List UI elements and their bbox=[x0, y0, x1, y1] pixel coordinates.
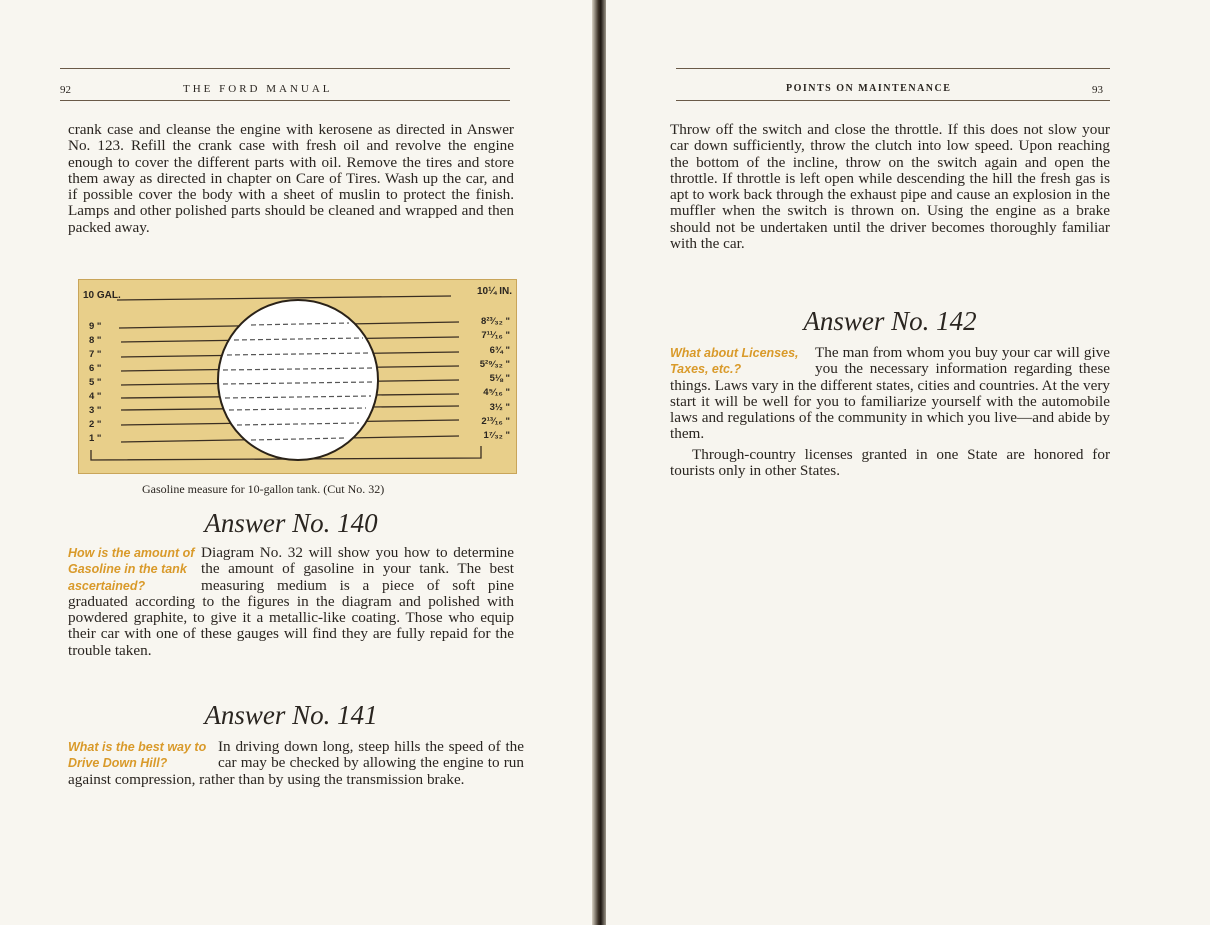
inch-label: 3½ " bbox=[489, 401, 510, 413]
header-rule-bottom bbox=[60, 100, 510, 101]
answer-142-text: The man from whom you buy your car will give you the necessary information regarding these things. Laws vary in the different states, cities and countries. At the very start it will be well for you to familiarize yourself with the automobile laws and regulations of the community in which you live—and abide by them. bbox=[670, 344, 1110, 443]
gallon-label: 4 " bbox=[89, 391, 102, 402]
running-head: POINTS ON MAINTENANCE bbox=[786, 83, 952, 94]
running-head: THE FORD MANUAL bbox=[183, 83, 333, 95]
answer-140-body bbox=[68, 545, 514, 659]
gallon-label: 5 " bbox=[89, 377, 102, 388]
gallon-label: 1 " bbox=[89, 433, 102, 444]
inch-label: 7¹¹⁄₁₆ " bbox=[481, 330, 510, 342]
answer-141-text: In driving down long, steep hills the speed of the car may be checked by allowing the engine to run against compression, rather than by using the transmission brake. bbox=[68, 738, 524, 788]
intro-paragraph: crank case and cleanse the engine with kerosene as directed in Answer No. 123. Refill the crank case with fresh oil and revolve the engine enough to cover the different parts with oil. Remove the tires and store them away as directed in chapter on Care of Tires. Wash up the car, and if possible cover the body with a sheet of muslin to protect the finish. Lamps and other polished parts should be cleaned and wrapped and then packed away. bbox=[68, 121, 514, 236]
gallon-label: 6 " bbox=[89, 363, 102, 374]
intro-paragraph: Throw off the switch and close the throttle. If this does not slow your car down sufficiently, throw the clutch into low speed. Upon reaching the bottom of the incline, throw on the switch again and open the throttle. If throttle is left open while descending the hill the fresh gas is apt to work back through the exhaust pipe and cause an explosion in the muffler when the switch is thrown on. Using the engine as a brake should not be undertaken until the driver becomes thoroughly familiar with the car. bbox=[670, 121, 1110, 253]
diagram-top-right-label: 10¼ IN. bbox=[476, 286, 512, 297]
answer-140-heading: Answer No. 140 bbox=[204, 508, 378, 538]
right-page bbox=[606, 0, 1210, 925]
gallon-label: 2 " bbox=[89, 419, 102, 430]
gallon-label: 3 " bbox=[89, 405, 102, 416]
header-rule-top bbox=[676, 68, 1110, 69]
inch-label: 1⁷⁄₃₂ " bbox=[483, 430, 510, 442]
gallon-label: 7 " bbox=[89, 349, 102, 360]
answer-141-side-note: What is the best way to Drive Down Hill? bbox=[68, 740, 207, 771]
page-number: 93 bbox=[1092, 84, 1103, 96]
gallon-label: 8 " bbox=[89, 335, 102, 346]
header-rule-bottom bbox=[676, 100, 1110, 101]
answer-140-side-note: How is the amount of Gasoline in the tank ascertained? bbox=[68, 546, 195, 593]
inch-labels bbox=[480, 315, 510, 444]
answer-142-text-2: Through-country licenses granted in one State are honored for tourists only in other States. bbox=[670, 445, 1110, 480]
diagram-caption: Gasoline measure for 10-gallon tank. (Cut No. 32) bbox=[142, 482, 385, 496]
answer-142-body bbox=[670, 345, 1110, 479]
answer-142-heading: Answer No. 142 bbox=[803, 306, 977, 336]
inch-label: 5²⁹⁄₃₂ " bbox=[479, 358, 510, 370]
tank-diagram-graphic bbox=[79, 280, 516, 473]
gallon-labels bbox=[89, 320, 101, 446]
inch-label: 5⅛ " bbox=[489, 373, 510, 385]
left-page bbox=[0, 0, 598, 925]
inch-label: 8²³⁄₃₂ " bbox=[481, 316, 510, 327]
inch-label: 4⁵⁄₁₆ " bbox=[483, 387, 510, 399]
gasoline-measure-diagram bbox=[78, 279, 517, 474]
page-number: 92 bbox=[60, 84, 71, 96]
gallon-label: 9 " bbox=[89, 321, 102, 332]
diagram-top-left-label: 10 GAL. bbox=[83, 290, 121, 301]
answer-141-body bbox=[68, 739, 524, 788]
inch-label: 2¹³⁄₁₆ " bbox=[481, 416, 510, 428]
header-rule-top bbox=[60, 68, 510, 69]
answer-140-text: Diagram No. 32 will show you how to determine the amount of gasoline in your tank. The best measuring medium is a piece of soft pine graduated according to the figures in the diagram and polished with powdered graphite, to give it a metallic-like coating. Those who equip their car with one of these gauges will find they are fully repaid for the trouble taken. bbox=[68, 544, 514, 659]
inch-label: 6¾ " bbox=[489, 344, 510, 356]
answer-141-heading: Answer No. 141 bbox=[204, 700, 378, 730]
answer-142-side-note: What about Licenses, Taxes, etc.? bbox=[670, 346, 799, 377]
